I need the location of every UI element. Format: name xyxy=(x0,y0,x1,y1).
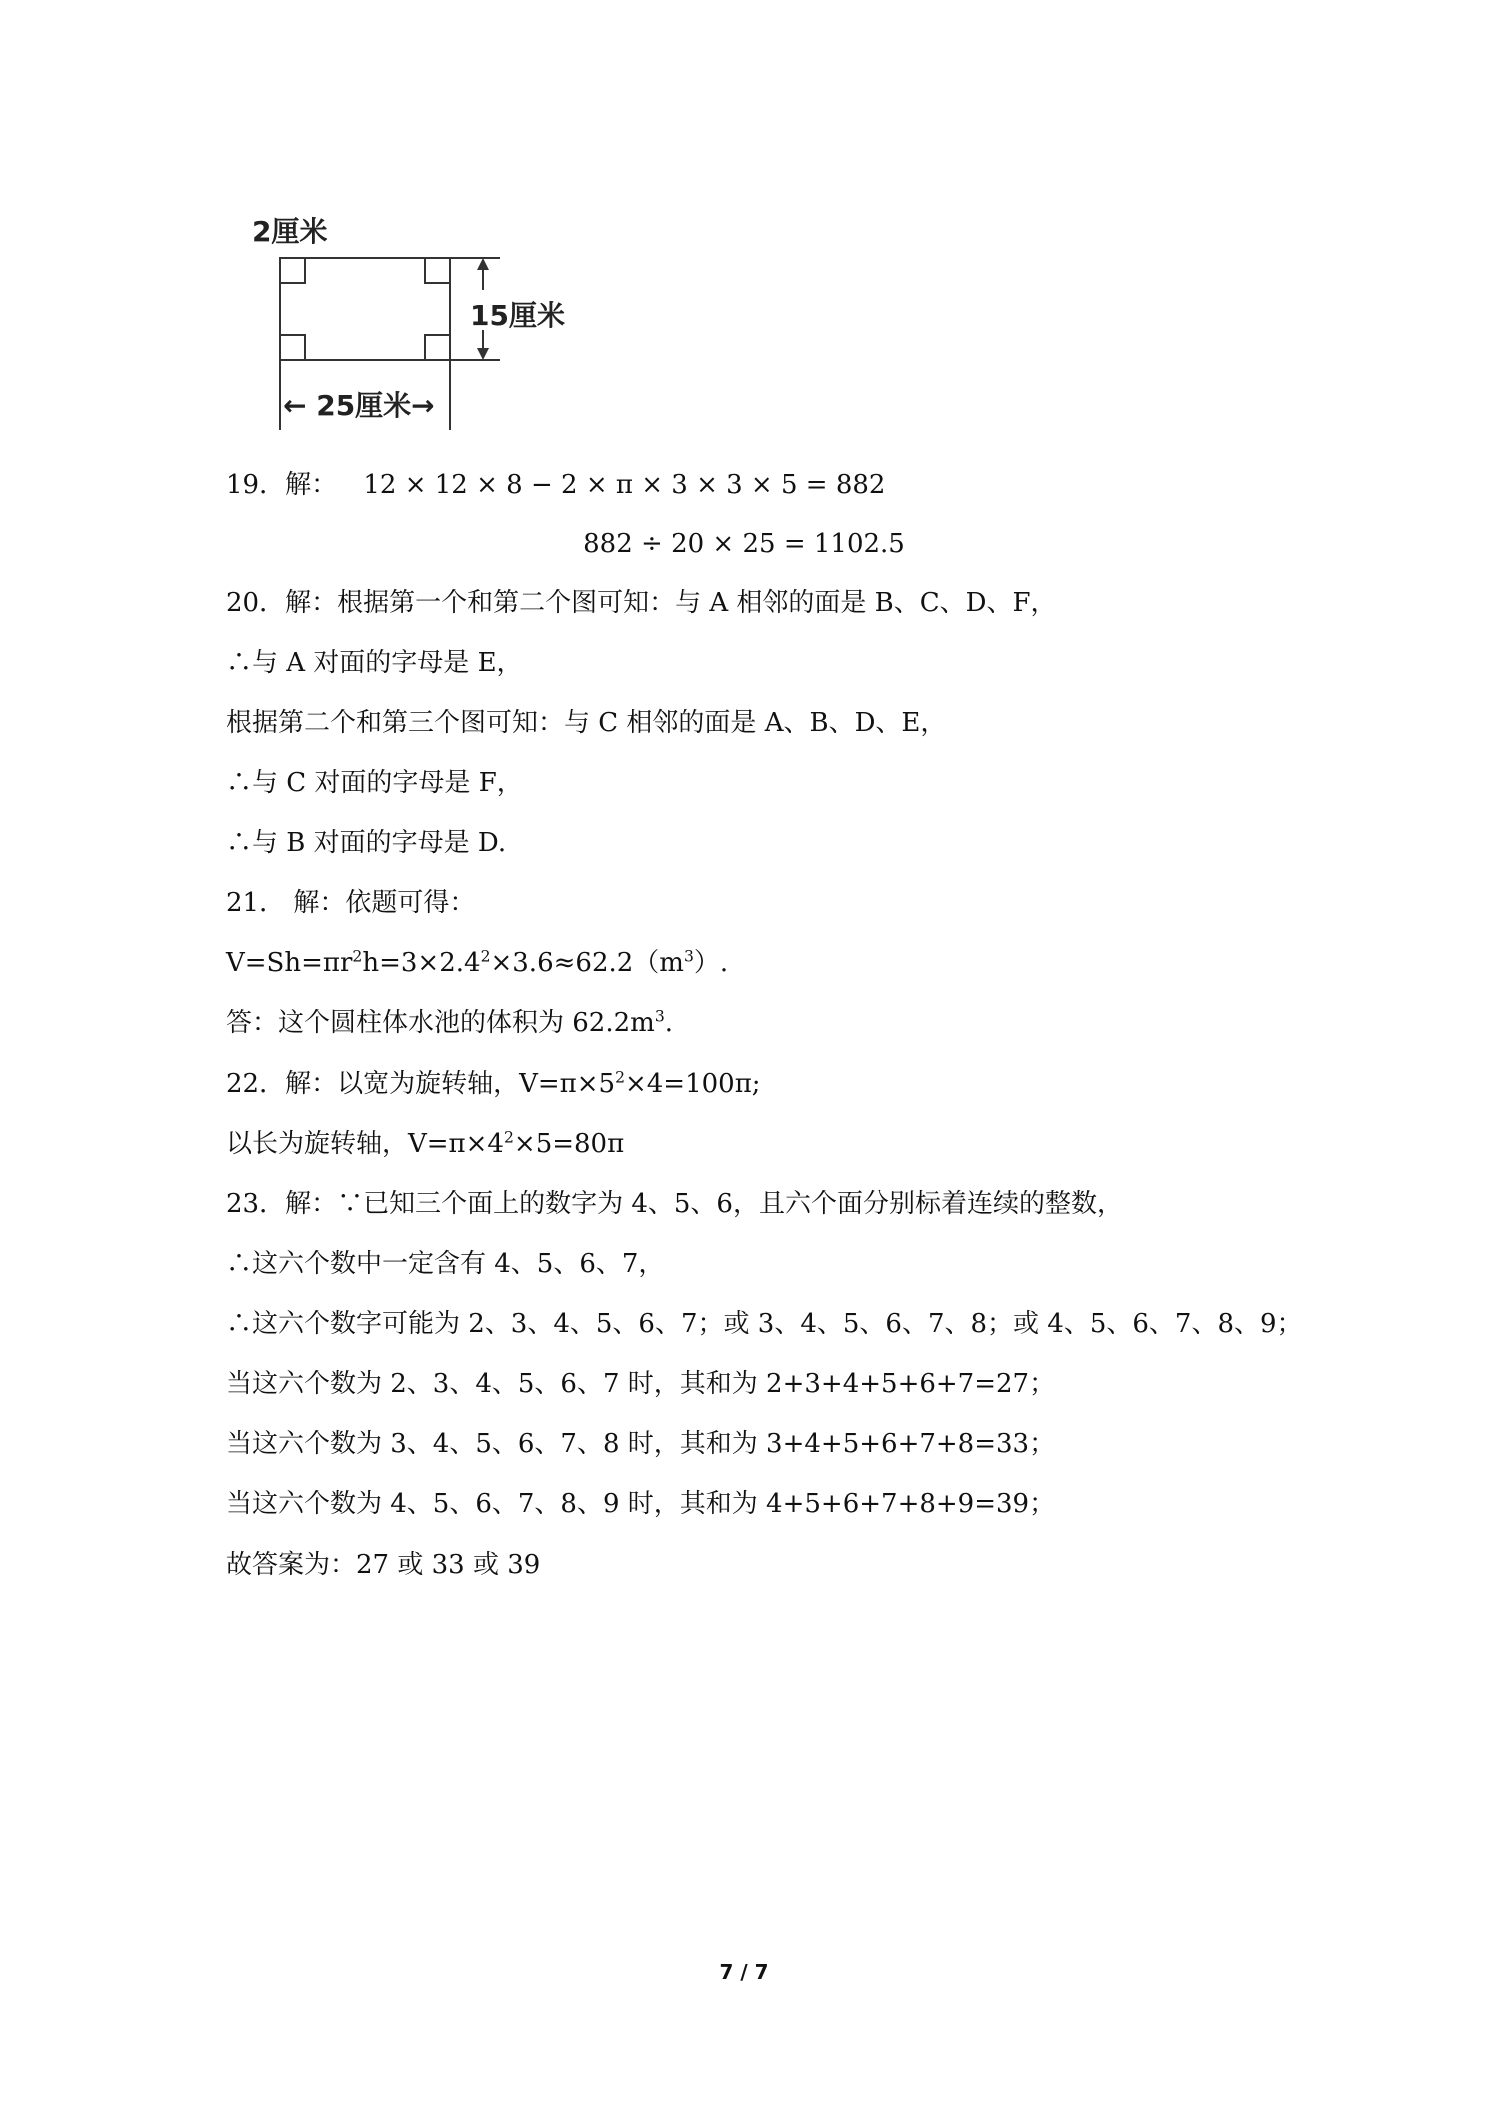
corner-square-br xyxy=(425,335,450,360)
problem-20-line-3: 根据第二个和第三个图可知：与 C 相邻的面是 A、B、D、E， xyxy=(226,708,947,738)
width-label: ← 25厘米→ xyxy=(283,389,435,422)
p22b-part-2: ×5=80π xyxy=(513,1129,625,1159)
problem-23-line-4: 当这六个数为 2、3、4、5、6、7 时，其和为 2+3+4+5+6+7=27； xyxy=(226,1369,1056,1399)
problem-21-line-2 xyxy=(226,945,728,981)
p21-sup-2: 2 xyxy=(480,947,491,966)
p22a-part-2: ×4=100π; xyxy=(624,1069,761,1099)
problem-20-line-4: ∴与 C 对面的字母是 F， xyxy=(226,768,523,798)
p22a-part-1: 22．解：以宽为旋转轴，V=π×5 xyxy=(226,1069,616,1099)
problem-23-line-1: 23．解：∵已知三个面上的数字为 4、5、6，且六个面分别标着连续的整数， xyxy=(226,1189,1123,1219)
p21-sup-1: 2 xyxy=(352,947,363,966)
rectangle-figure xyxy=(0,0,640,440)
corner-square-tl xyxy=(280,258,305,283)
corner-size-label: 2厘米 xyxy=(252,215,328,248)
problem-22-line-2 xyxy=(226,1126,624,1162)
problem-19-equation-2: 882 ÷ 20 × 25 = 1102.5 xyxy=(583,529,905,559)
problem-21-line-3 xyxy=(226,1005,673,1041)
problem-22-line-1 xyxy=(226,1066,761,1102)
p22b-part-1: 以长为旋转轴，V=π×4 xyxy=(226,1129,504,1159)
p22b-sup: 2 xyxy=(503,1128,514,1147)
problem-23-line-3: ∴这六个数字可能为 2、3、4、5、6、7；或 3、4、5、6、7、8；或 4、5、6、7、8、9； xyxy=(226,1309,1303,1339)
problem-21-line-1: 21． 解：依题可得： xyxy=(226,888,476,918)
corner-square-tr xyxy=(425,258,450,283)
problem-23-line-5: 当这六个数为 3、4、5、6、7、8 时，其和为 3+4+5+6+7+8=33； xyxy=(226,1429,1056,1459)
page-number: 7 / 7 xyxy=(719,1960,769,1984)
arrow-down-icon xyxy=(477,348,489,360)
problem-19-prefix: 19．解： xyxy=(226,470,338,500)
problem-23-line-6: 当这六个数为 4、5、6、7、8、9 时，其和为 4+5+6+7+8+9=39； xyxy=(226,1489,1056,1519)
p21-part-2: h=3×2.4 xyxy=(362,948,481,978)
p21-answer: 答：这个圆柱体水池的体积为 62.2m xyxy=(226,1008,655,1038)
problem-20-line-2: ∴与 A 对面的字母是 E， xyxy=(226,648,523,678)
p21-answer-sup: 3 xyxy=(654,1007,665,1026)
problem-20-line-5: ∴与 B 对面的字母是 D. xyxy=(226,828,507,858)
problem-23-line-2: ∴这六个数中一定含有 4、5、6、7， xyxy=(226,1249,665,1279)
problem-23-line-7: 故答案为：27 或 33 或 39 xyxy=(226,1550,541,1580)
problem-19-equation: 12 × 12 × 8 − 2 × π × 3 × 3 × 5 = 882 xyxy=(363,470,886,500)
p21-sup-3: 3 xyxy=(683,947,694,966)
p21-part-3: ×3.6≈62.2（m xyxy=(490,948,684,978)
p21-answer-end: . xyxy=(664,1008,673,1038)
height-label: 15厘米 xyxy=(470,299,565,332)
problem-20-line-1: 20．解：根据第一个和第二个图可知：与 A 相邻的面是 B、C、D、F， xyxy=(226,588,1057,618)
problem-19-line xyxy=(226,467,885,503)
corner-square-bl xyxy=(280,335,305,360)
p21-part-1: V=Sh=πr xyxy=(226,948,353,978)
arrow-up-icon xyxy=(477,258,489,270)
p22a-sup: 2 xyxy=(615,1068,625,1087)
p21-part-4: ）. xyxy=(693,948,729,978)
